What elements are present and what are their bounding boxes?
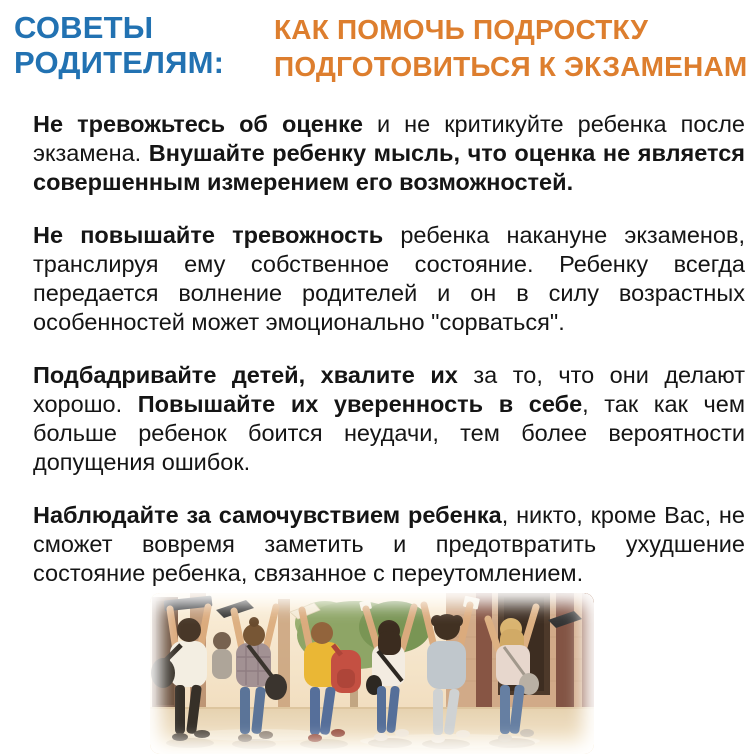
- text-run: ребенка накануне экзаменов, транслируя ему собственное состояние. Ребенку всегда передается волнение родителей и он в силу возрастных особенностей может эмоционально "сорваться".: [33, 222, 745, 335]
- paragraph-encourage: [33, 361, 745, 477]
- students-celebrating-photo: [150, 593, 594, 754]
- title-left-line2: РОДИТЕЛЯМ:: [14, 45, 225, 80]
- title-right-line1: КАК ПОМОЧЬ ПОДРОСТКУ: [274, 14, 649, 45]
- page-title-right: [274, 10, 747, 85]
- text-run: Наблюдайте за самочувствием ребенка: [33, 502, 502, 528]
- header: [14, 10, 752, 85]
- text-run: и не критикуйте ребенка после экзамена.: [33, 111, 745, 166]
- text-run: , никто, кроме Вас, не сможет вовремя заметить и предотвратить ухудшение состояние ребенка, связанное с переутомлением.: [33, 502, 745, 586]
- text-run: Внушайте ребенку мысль, что оценка не является совершенным измерением его возможностей.: [33, 140, 745, 195]
- title-left-line1: СОВЕТЫ: [14, 10, 154, 45]
- paragraph-grades: [33, 110, 745, 197]
- text-run: Повышайте их уверенность в себе: [137, 391, 583, 417]
- text-run: за то, что они делают хорошо.: [33, 362, 746, 417]
- text-run: Подбадривайте детей, хвалите их: [33, 362, 458, 388]
- page-title-left: [14, 10, 274, 85]
- paragraph-anxiety: [33, 221, 745, 337]
- text-run: , так как чем больше ребенок боится неудачи, тем более вероятности допущения ошибок.: [33, 391, 745, 475]
- paragraph-wellbeing: [33, 501, 745, 588]
- text-run: Не тревожьтесь об оценке: [33, 111, 363, 137]
- advice-text: [33, 110, 745, 612]
- title-right-line2: ПОДГОТОВИТЬСЯ К ЭКЗАМЕНАМ: [274, 51, 748, 82]
- students-photo-illustration: [150, 593, 594, 754]
- text-run: Не повышайте тревожность: [33, 222, 384, 248]
